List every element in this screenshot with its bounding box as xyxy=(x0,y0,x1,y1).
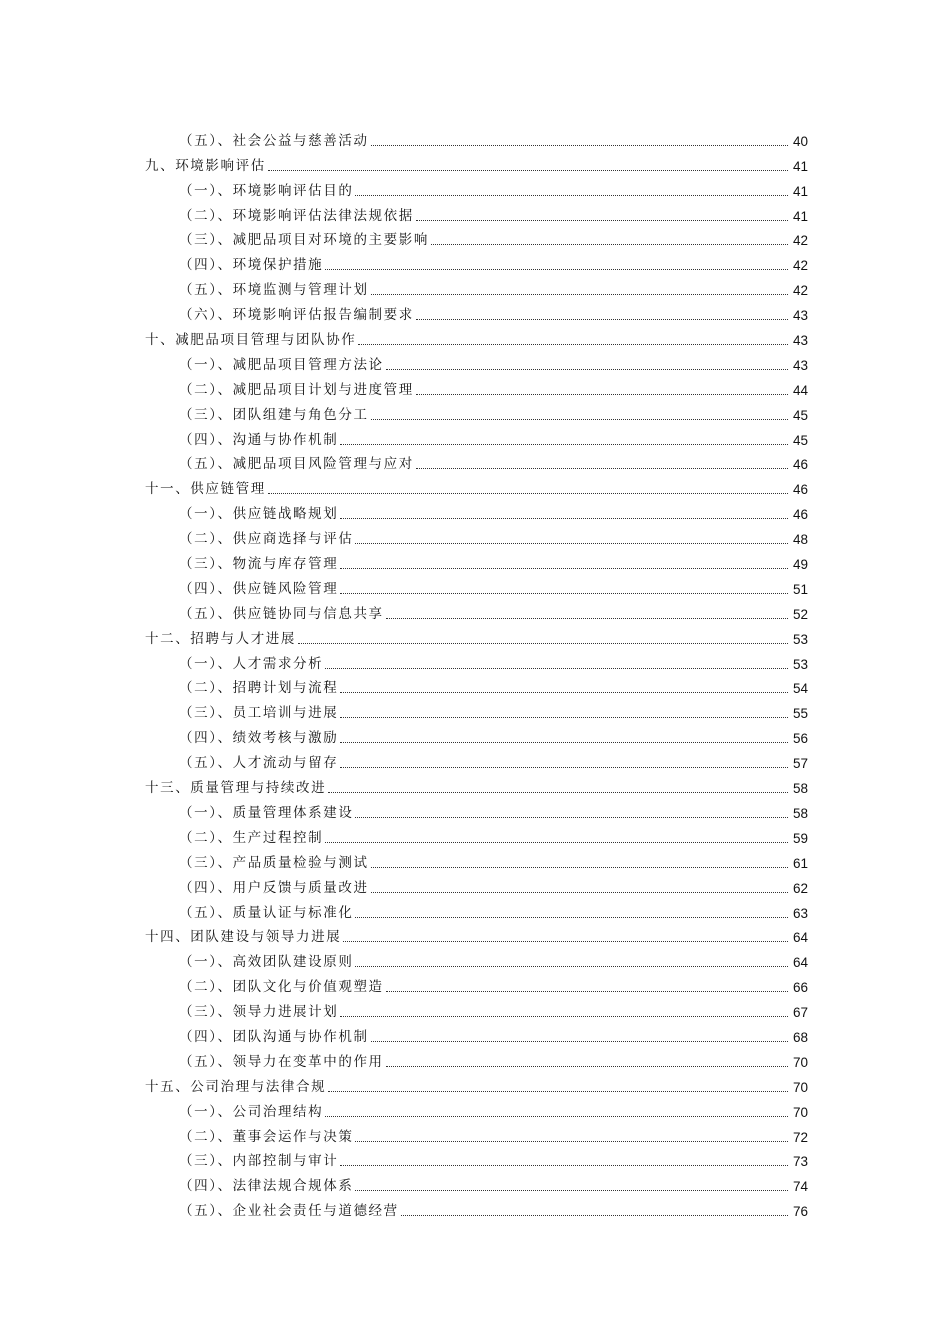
toc-page-number: 57 xyxy=(792,756,808,772)
toc-entry-title: 十二、招聘与人才进展 xyxy=(145,630,296,647)
toc-entry-title: （三）、领导力进展计划 xyxy=(179,1004,339,1021)
toc-page-number: 46 xyxy=(792,482,808,498)
dot-leader xyxy=(340,568,788,569)
toc-page-number: 51 xyxy=(792,581,808,597)
toc-entry-title: （三）、物流与库存管理 xyxy=(179,556,339,573)
dot-leader xyxy=(340,1016,788,1017)
toc-page-number: 48 xyxy=(792,532,808,548)
toc-entry-title: 九、环境影响评估 xyxy=(145,157,266,174)
toc-page-number: 73 xyxy=(792,1154,808,1170)
dot-leader xyxy=(358,344,788,345)
toc-page-number: 72 xyxy=(792,1129,808,1145)
toc-section-entry[interactable] xyxy=(145,1021,808,1046)
dot-leader xyxy=(340,742,788,743)
toc-entry-title: （一）、供应链战略规划 xyxy=(179,506,339,523)
toc-entry-title: （四）、环境保护措施 xyxy=(179,257,324,274)
dot-leader xyxy=(268,170,788,171)
dot-leader xyxy=(340,767,788,768)
toc-entry-title: （二）、招聘计划与流程 xyxy=(179,680,339,697)
toc-section-entry[interactable] xyxy=(145,200,808,225)
toc-page-number: 63 xyxy=(792,905,808,921)
dot-leader xyxy=(325,1116,788,1117)
toc-section-entry[interactable] xyxy=(145,274,808,299)
toc-entry-title: （三）、减肥品项目对环境的主要影响 xyxy=(179,232,429,249)
toc-entry-title: （五）、减肥品项目风险管理与应对 xyxy=(179,456,414,473)
toc-entry-title: （二）、团队文化与价值观塑造 xyxy=(179,979,384,996)
toc-page-number: 64 xyxy=(792,955,808,971)
toc-section-entry[interactable] xyxy=(145,1121,808,1146)
toc-entry-title: （四）、供应链风险管理 xyxy=(179,580,339,597)
toc-section-entry[interactable] xyxy=(145,399,808,424)
dot-leader xyxy=(340,518,788,519)
toc-page-number: 53 xyxy=(792,656,808,672)
toc-section-entry[interactable] xyxy=(145,449,808,474)
toc-page-number: 54 xyxy=(792,681,808,697)
dot-leader xyxy=(371,867,788,868)
toc-section-entry[interactable] xyxy=(145,996,808,1021)
toc-entry-title: （五）、供应链协同与信息共享 xyxy=(179,605,384,622)
toc-page-number: 67 xyxy=(792,1005,808,1021)
toc-entry-title: （一）、质量管理体系建设 xyxy=(179,804,354,821)
toc-page-number: 58 xyxy=(792,781,808,797)
toc-entry-title: （五）、领导力在变革中的作用 xyxy=(179,1053,384,1070)
toc-section-entry[interactable] xyxy=(145,498,808,523)
toc-page-number: 43 xyxy=(792,333,808,349)
toc-section-entry[interactable] xyxy=(145,523,808,548)
toc-section-entry[interactable] xyxy=(145,598,808,623)
toc-page-number: 74 xyxy=(792,1179,808,1195)
dot-leader xyxy=(325,668,788,669)
toc-page-number: 66 xyxy=(792,980,808,996)
toc-entry-title: （三）、员工培训与进展 xyxy=(179,705,339,722)
toc-entry-title: （五）、环境监测与管理计划 xyxy=(179,282,369,299)
toc-page-number: 41 xyxy=(792,183,808,199)
toc-entry-title: （二）、环境影响评估法律法规依据 xyxy=(179,207,414,224)
toc-section-entry[interactable] xyxy=(145,1170,808,1195)
toc-section-entry[interactable] xyxy=(145,673,808,698)
toc-page-number: 49 xyxy=(792,557,808,573)
toc-page-number: 58 xyxy=(792,805,808,821)
toc-page-number: 44 xyxy=(792,382,808,398)
toc-page-number: 68 xyxy=(792,1029,808,1045)
toc-page-number: 42 xyxy=(792,233,808,249)
toc-page-number: 70 xyxy=(792,1104,808,1120)
toc-page-number: 45 xyxy=(792,407,808,423)
toc-entry-title: （二）、董事会运作与决策 xyxy=(179,1128,354,1145)
toc-chapter-entry[interactable] xyxy=(145,623,808,648)
toc-page-number: 59 xyxy=(792,830,808,846)
toc-section-entry[interactable] xyxy=(145,374,808,399)
dot-leader xyxy=(386,991,788,992)
toc-entry-title: （一）、人才需求分析 xyxy=(179,655,324,672)
toc-page-number: 43 xyxy=(792,308,808,324)
toc-page-number: 42 xyxy=(792,283,808,299)
toc-entry-title: （四）、绩效考核与激励 xyxy=(179,730,339,747)
toc-entry-title: 十五、公司治理与法律合规 xyxy=(145,1078,327,1095)
dot-leader xyxy=(328,792,788,793)
dot-leader xyxy=(355,195,788,196)
toc-page-number: 76 xyxy=(792,1204,808,1220)
toc-section-entry[interactable] xyxy=(145,125,808,150)
toc-page-number: 61 xyxy=(792,855,808,871)
toc-section-entry[interactable] xyxy=(145,872,808,897)
toc-page-number: 41 xyxy=(792,208,808,224)
toc-chapter-entry[interactable] xyxy=(145,922,808,947)
toc-section-entry[interactable] xyxy=(145,822,808,847)
toc-entry-title: （三）、团队组建与角色分工 xyxy=(179,406,369,423)
dot-leader xyxy=(340,1165,788,1166)
toc-section-entry[interactable] xyxy=(145,225,808,250)
toc-entry-title: （三）、内部控制与审计 xyxy=(179,1153,339,1170)
toc-section-entry[interactable] xyxy=(145,299,808,324)
toc-entry-title: （四）、沟通与协作机制 xyxy=(179,431,339,448)
dot-leader xyxy=(386,1066,788,1067)
dot-leader xyxy=(416,220,788,221)
dot-leader xyxy=(431,244,788,245)
dot-leader xyxy=(416,468,788,469)
dot-leader xyxy=(371,1041,788,1042)
toc-entry-title: （一）、公司治理结构 xyxy=(179,1103,324,1120)
toc-section-entry[interactable] xyxy=(145,897,808,922)
dot-leader xyxy=(401,1215,788,1216)
toc-chapter-entry[interactable] xyxy=(145,772,808,797)
toc-section-entry[interactable] xyxy=(145,1096,808,1121)
toc-chapter-entry[interactable] xyxy=(145,150,808,175)
dot-leader xyxy=(386,369,788,370)
dot-leader xyxy=(298,643,788,644)
dot-leader xyxy=(328,1091,788,1092)
toc-entry-title: （五）、企业社会责任与道德经营 xyxy=(179,1203,399,1220)
toc-page-number: 56 xyxy=(792,731,808,747)
toc-entry-title: 十四、团队建设与领导力进展 xyxy=(145,929,342,946)
table-of-contents xyxy=(145,125,808,1220)
dot-leader xyxy=(325,842,788,843)
toc-page-number: 70 xyxy=(792,1079,808,1095)
toc-entry-title: （六）、环境影响评估报告编制要求 xyxy=(179,307,414,324)
dot-leader xyxy=(340,692,788,693)
toc-page-number: 46 xyxy=(792,457,808,473)
toc-page-number: 40 xyxy=(792,133,808,149)
toc-section-entry[interactable] xyxy=(145,697,808,722)
toc-entry-title: 十三、质量管理与持续改进 xyxy=(145,780,327,797)
dot-leader xyxy=(355,966,788,967)
toc-entry-title: （一）、减肥品项目管理方法论 xyxy=(179,356,384,373)
dot-leader xyxy=(371,145,788,146)
toc-section-entry[interactable] xyxy=(145,648,808,673)
dot-leader xyxy=(268,493,788,494)
dot-leader xyxy=(340,593,788,594)
dot-leader xyxy=(355,543,788,544)
toc-section-entry[interactable] xyxy=(145,971,808,996)
toc-page-number: 42 xyxy=(792,258,808,274)
toc-entry-title: （五）、质量认证与标准化 xyxy=(179,904,354,921)
toc-page-number: 55 xyxy=(792,706,808,722)
toc-entry-title: （三）、产品质量检验与测试 xyxy=(179,854,369,871)
dot-leader xyxy=(371,892,788,893)
toc-page-number: 70 xyxy=(792,1054,808,1070)
dot-leader xyxy=(355,817,788,818)
toc-page-number: 52 xyxy=(792,606,808,622)
toc-entry-title: （五）、人才流动与留存 xyxy=(179,755,339,772)
toc-section-entry[interactable] xyxy=(145,1046,808,1071)
toc-entry-title: （一）、高效团队建设原则 xyxy=(179,954,354,971)
dot-leader xyxy=(355,917,788,918)
toc-section-entry[interactable] xyxy=(145,349,808,374)
toc-page-number: 53 xyxy=(792,631,808,647)
toc-section-entry[interactable] xyxy=(145,946,808,971)
toc-section-entry[interactable] xyxy=(145,424,808,449)
toc-entry-title: （四）、用户反馈与质量改进 xyxy=(179,879,369,896)
toc-entry-title: （五）、社会公益与慈善活动 xyxy=(179,132,369,149)
dot-leader xyxy=(340,717,788,718)
toc-entry-title: 十一、供应链管理 xyxy=(145,481,266,498)
dot-leader xyxy=(416,394,788,395)
dot-leader xyxy=(340,444,788,445)
toc-chapter-entry[interactable] xyxy=(145,1071,808,1096)
toc-chapter-entry[interactable] xyxy=(145,473,808,498)
toc-page-number: 41 xyxy=(792,158,808,174)
dot-leader xyxy=(343,941,788,942)
toc-section-entry[interactable] xyxy=(145,175,808,200)
toc-page-number: 62 xyxy=(792,880,808,896)
dot-leader xyxy=(355,1141,788,1142)
toc-entry-title: （一）、环境影响评估目的 xyxy=(179,182,354,199)
toc-entry-title: （二）、生产过程控制 xyxy=(179,829,324,846)
toc-page-number: 45 xyxy=(792,432,808,448)
toc-page-number: 43 xyxy=(792,357,808,373)
toc-section-entry[interactable] xyxy=(145,573,808,598)
dot-leader xyxy=(416,319,788,320)
toc-section-entry[interactable] xyxy=(145,747,808,772)
toc-section-entry[interactable] xyxy=(145,1146,808,1171)
dot-leader xyxy=(386,618,788,619)
toc-entry-title: （二）、减肥品项目计划与进度管理 xyxy=(179,381,414,398)
toc-entry-title: （四）、团队沟通与协作机制 xyxy=(179,1028,369,1045)
dot-leader xyxy=(371,419,788,420)
toc-page-number: 64 xyxy=(792,930,808,946)
toc-section-entry[interactable] xyxy=(145,1195,808,1220)
toc-section-entry[interactable] xyxy=(145,722,808,747)
toc-section-entry[interactable] xyxy=(145,797,808,822)
toc-page-number: 46 xyxy=(792,507,808,523)
dot-leader xyxy=(371,294,788,295)
dot-leader xyxy=(325,269,788,270)
toc-entry-title: （四）、法律法规合规体系 xyxy=(179,1178,354,1195)
dot-leader xyxy=(355,1190,788,1191)
toc-entry-title: （二）、供应商选择与评估 xyxy=(179,531,354,548)
toc-chapter-entry[interactable] xyxy=(145,324,808,349)
toc-section-entry[interactable] xyxy=(145,847,808,872)
toc-entry-title: 十、减肥品项目管理与团队协作 xyxy=(145,332,357,349)
toc-section-entry[interactable] xyxy=(145,548,808,573)
toc-section-entry[interactable] xyxy=(145,249,808,274)
